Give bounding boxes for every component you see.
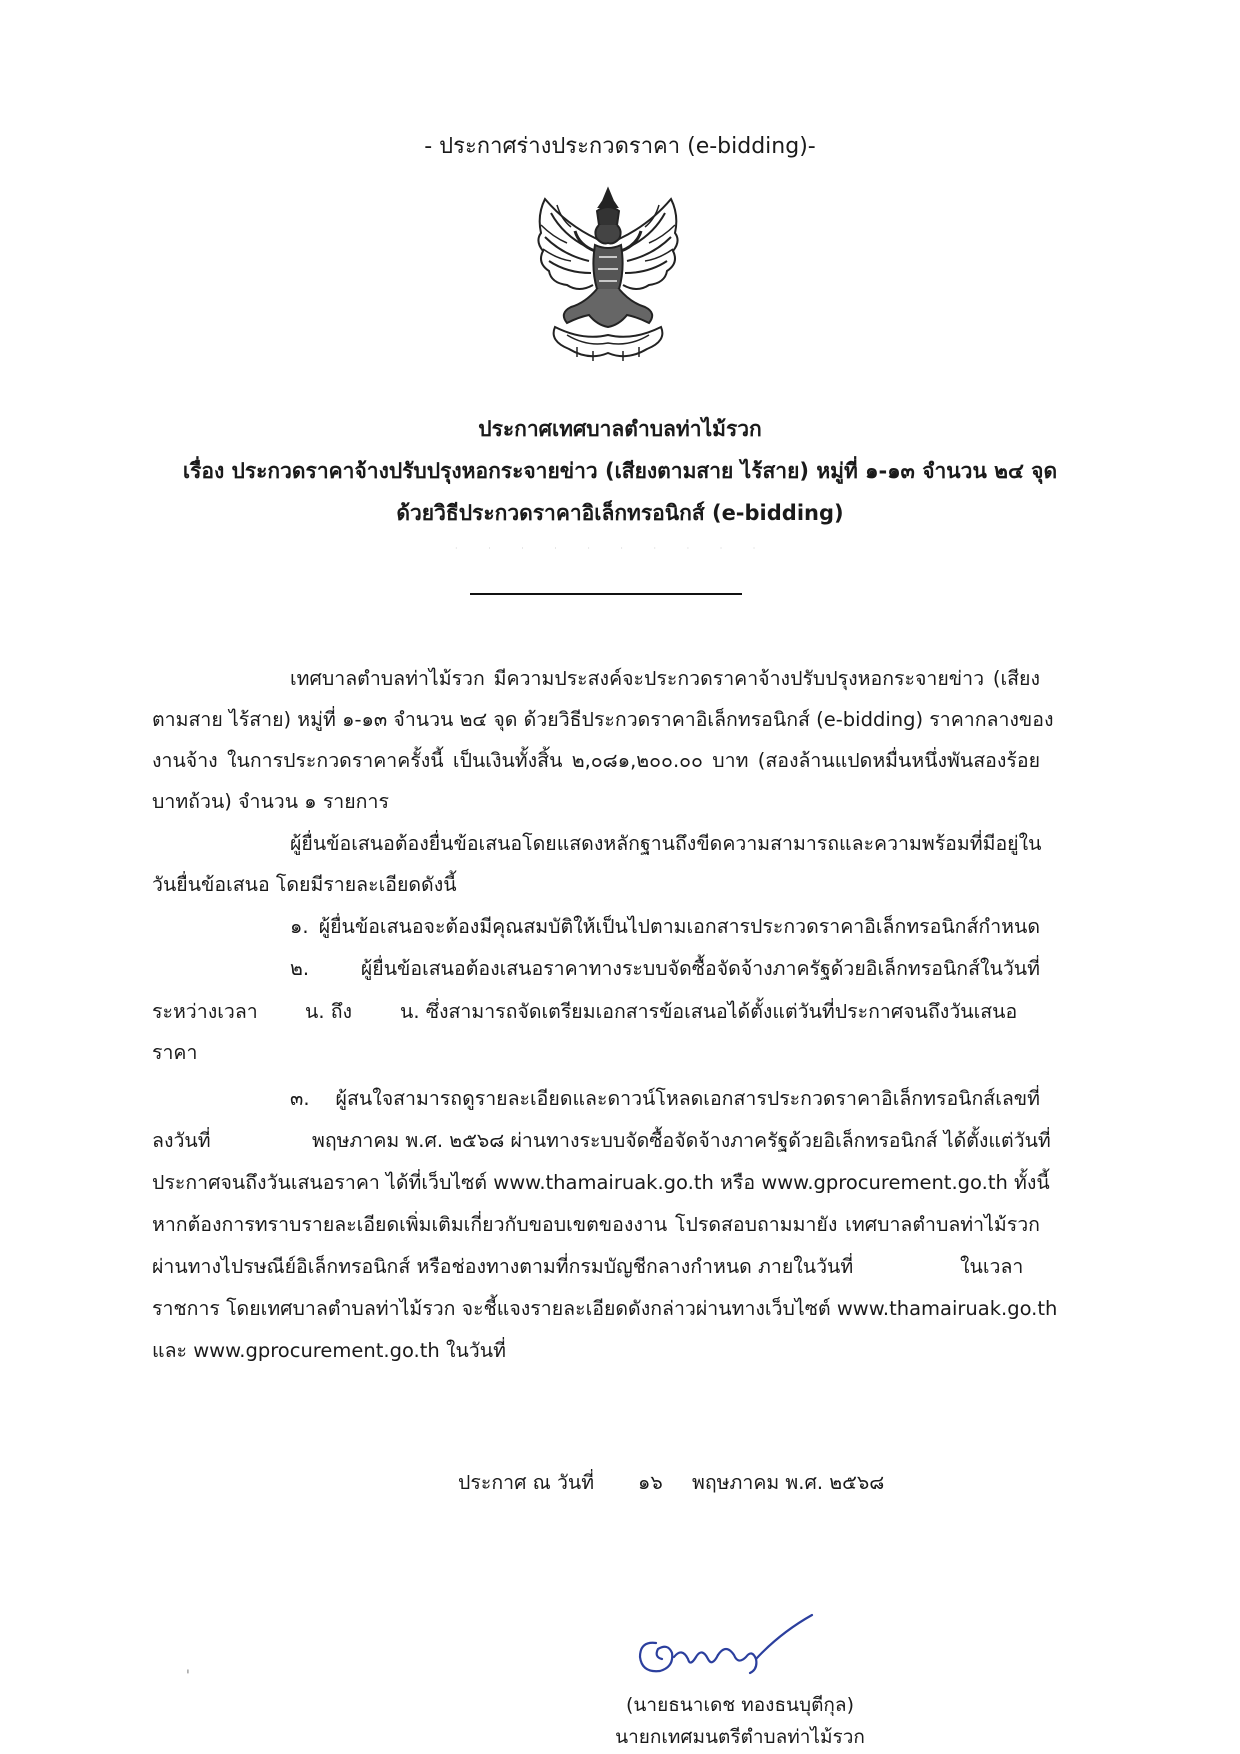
item3-line5-a: ผ่านทางไปรษณีย์อิเล็กทรอนิกส์ หรือช่องทางตามที่กรมบัญชีกลางกำหนด ภายในวันที่: [152, 1255, 854, 1278]
p2-line1: ผู้ยื่นข้อเสนอต้องยื่นข้อเสนอโดยแสดงหลักฐานถึงขีดความสามารถและความพร้อมที่มีอยู่ใน: [290, 832, 1042, 855]
item3-line5-b: ในเวลา: [960, 1255, 1024, 1278]
p1-line4: บาทถ้วน) จำนวน ๑ รายการ: [152, 790, 389, 813]
p1-line1: เทศบาลตำบลท่าไม้รวก มีความประสงค์จะประกวดราคาจ้างปรับปรุงหอกระจายข่าว (เสียง: [290, 667, 1040, 690]
item2-line2-b: น. ถึง: [305, 1000, 353, 1023]
announce-prefix: ประกาศ ณ วันที่: [458, 1471, 595, 1494]
item3-line2-a: ลงวันที่: [152, 1129, 211, 1152]
item2-line2-c: น. ซึ่งสามารถจัดเตรียมเอกสารข้อเสนอได้ตั้งแต่วันที่ประกาศจนถึงวันเสนอ: [400, 1000, 1018, 1023]
item2-line1: ๒. ผู้ยื่นข้อเสนอต้องเสนอราคาทางระบบจัดซื้อจัดจ้างภาครัฐด้วยอิเล็กทรอนิกส์ในวันที่: [290, 957, 1040, 980]
announce-day: ๑๖: [638, 1471, 663, 1494]
draft-label: - ประกาศร่างประกวดราคา (e-bidding)-: [424, 134, 816, 159]
announce-month-year: พฤษภาคม พ.ศ. ๒๕๖๘: [692, 1471, 885, 1494]
title-divider: [470, 593, 742, 595]
item2-line3: ราคา: [152, 1041, 198, 1064]
signatory-position: นายกเทศมนตรีตำบลท่าไม้รวก: [615, 1726, 865, 1748]
item3-line6: ราชการ โดยเทศบาลตำบลท่าไม้รวก จะชี้แจงรายละเอียดดังกล่าวผ่านทางเว็บไซต์ www.thamairuak.go.th: [152, 1297, 1058, 1320]
signature-icon: [630, 1613, 820, 1683]
item3-line2-b: พฤษภาคม พ.ศ. ๒๕๖๘ ผ่านทางระบบจัดซื้อจัดจ้างภาครัฐด้วยอิเล็กทรอนิกส์ ได้ตั้งแต่วันที่: [312, 1129, 1051, 1152]
item3-line3: ประกาศจนถึงวันเสนอราคา ได้ที่เว็บไซต์ www.thamairuak.go.th หรือ www.gprocurement.go.th ทั้งนี้: [152, 1171, 1050, 1194]
scan-mark: ': [186, 1668, 190, 1684]
p2-line2: วันยื่นข้อเสนอ โดยมีรายละเอียดดังนี้: [152, 873, 457, 896]
item3-line7: และ www.gprocurement.go.th ในวันที่: [152, 1339, 506, 1362]
p1-line3: งานจ้าง ในการประกวดราคาครั้งนี้ เป็นเงินทั้งสิ้น ๒,๐๘๑,๒๐๐.๐๐ บาท (สองล้านแปดหมื่นหนึ่งพันสองร้อย: [152, 749, 1040, 772]
title-method: ด้วยวิธีประกวดราคาอิเล็กทรอนิกส์ (e-bidding): [396, 501, 844, 525]
garuda-emblem-icon: [527, 185, 689, 365]
title-subject: เรื่อง ประกวดราคาจ้างปรับปรุงหอกระจายข่าว (เสียงตามสาย ไร้สาย) หมู่ที่ ๑-๑๓ จำนวน ๒๔ จุด: [182, 459, 1058, 483]
item3-line1: ๓. ผู้สนใจสามารถดูรายละเอียดและดาวน์โหลดเอกสารประกวดราคาอิเล็กทรอนิกส์เลขที่: [290, 1087, 1040, 1110]
item2-line2-a: ระหว่างเวลา: [152, 1000, 258, 1023]
signatory-name: (นายธนาเดช ทองธนบุตีกุล): [626, 1694, 854, 1716]
title-agency: ประกาศเทศบาลตำบลท่าไม้รวก: [478, 417, 762, 441]
scan-specks: · · · · · · · · · ·: [455, 544, 770, 553]
p1-line2: ตามสาย ไร้สาย) หมู่ที่ ๑-๑๓ จำนวน ๒๔ จุด ด้วยวิธีประกวดราคาอิเล็กทรอนิกส์ (e-bidding) ราคากลางของ: [152, 708, 1054, 731]
item1: ๑. ผู้ยื่นข้อเสนอจะต้องมีคุณสมบัติให้เป็นไปตามเอกสารประกวดราคาอิเล็กทรอนิกส์กำหนด: [290, 915, 1040, 938]
item3-line4: หากต้องการทราบรายละเอียดเพิ่มเติมเกี่ยวกับขอบเขตของงาน โปรดสอบถามมายัง เทศบาลตำบลท่าไม้รวก: [152, 1213, 1040, 1236]
